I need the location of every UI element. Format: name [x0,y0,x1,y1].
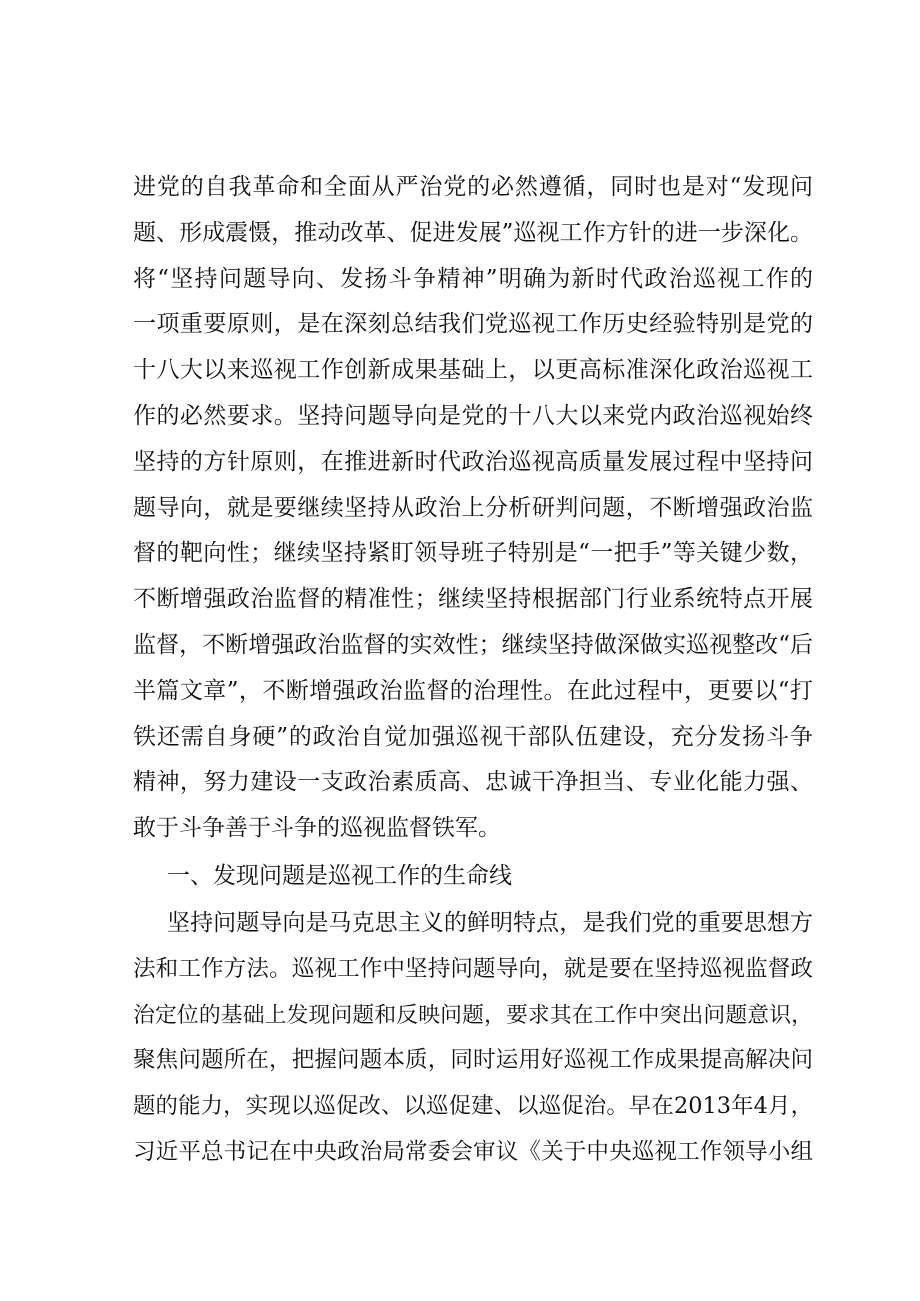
text-line: 进党的自我革命和全面从严治党的必然遵循，同时也是对“发现问 [133,174,813,200]
text-line: 治定位的基础上发现问题和反映问题，要求其在工作中突出问题意识， [133,1002,813,1028]
text-line: 聚焦问题所在，把握问题本质，同时运用好巡视工作成果提高解决问 [133,1047,813,1074]
text-line: 监督，不断增强政治监督的实效性；继续坚持做深做实巡视整改“后 [133,631,813,658]
text-line: 习近平总书记在中央政治局常委会审议《关于中央巡视工作领导小组 [133,1138,813,1165]
text-line: 题、形成震慑，推动改革、促进发展”巡视工作方针的进一步深化。 [133,219,813,246]
text-line: 题导向，就是要继续坚持从政治上分析研判问题，不断增强政治监 [133,494,813,521]
paragraph-2 [133,901,813,1176]
text-line: 坚持的方针原则，在推进新时代政治巡视高质量发展过程中坚持问 [133,448,813,475]
section-heading: 一、发现问题是巡视工作的生命线 [167,862,512,889]
text-line: 半篇文章”，不断增强政治监督的治理性。在此过程中，更要以“打 [133,677,813,704]
text-line: 作的必然要求。坚持问题导向是党的十八大以来党内政治巡视始终 [133,402,813,429]
text-line: 十八大以来巡视工作创新成果基础上，以更高标准深化政治巡视工 [133,357,813,384]
text-line: 法和工作方法。巡视工作中坚持问题导向，就是要在坚持巡视监督政 [133,955,813,982]
text-line: 铁还需自身硬”的政治自觉加强巡视干部队伍建设，充分发扬斗争 [133,723,813,750]
paragraph-1 [133,165,813,852]
text-line: 一项重要原则，是在深刻总结我们党巡视工作历史经验特别是党的 [133,311,813,338]
text-line: 精神，努力建设一支政治素质高、忠诚干净担当、专业化能力强、 [133,769,813,796]
text-line: 督的靶向性；继续坚持紧盯领导班子特别是“一把手”等关键少数， [133,540,813,567]
document-body [133,165,813,1176]
text-line: 敢于斗争善于斗争的巡视监督铁军。 [133,815,501,842]
text-line: 坚持问题导向是马克思主义的鲜明特点，是我们党的重要思想方 [167,909,813,936]
text-line: 不断增强政治监督的精准性；继续坚持根据部门行业系统特点开展 [133,586,813,613]
text-line: 将“坚持问题导向、发扬斗争精神”明确为新时代政治巡视工作的 [133,265,813,292]
text-line: 题的能力，实现以巡促改、以巡促建、以巡促治。早在2013年4月， [133,1093,813,1120]
